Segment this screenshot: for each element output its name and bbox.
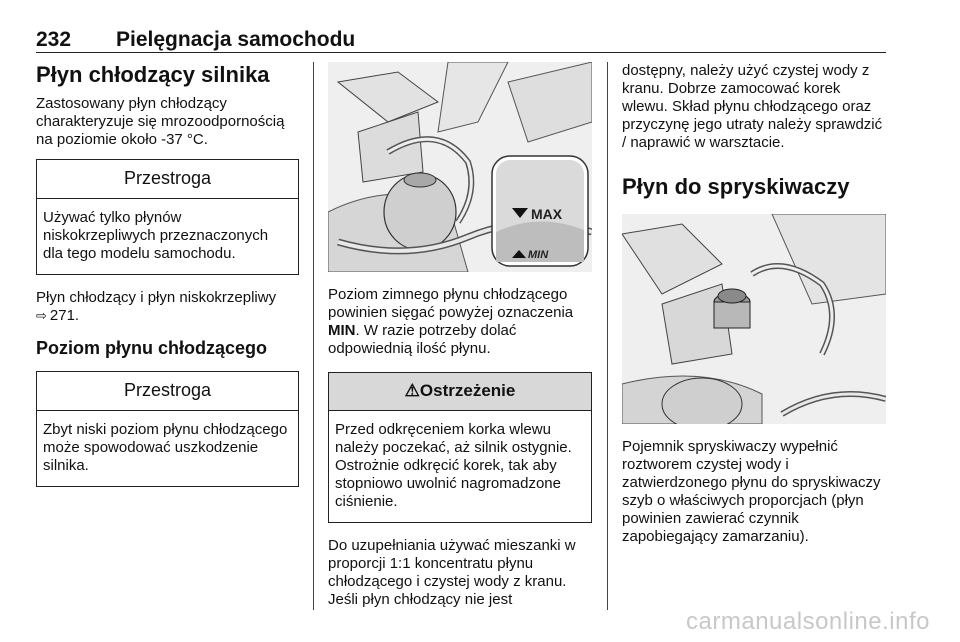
caution-title: Przestroga bbox=[37, 160, 298, 199]
section-heading-washer: Płyn do spryskiwaczy bbox=[622, 174, 850, 199]
warning-body: Przed odkręceniem korka wlewu należy poczekać, aż silnik ostygnie. Ostrożnie odkręcić korek, tak aby stopniowo uwolnić nagromadzone ciśnienie. bbox=[335, 421, 572, 510]
column-2 bbox=[328, 62, 592, 619]
caution-box-2 bbox=[36, 371, 299, 487]
caution-body: Używać tylko płynów niskokrzepliwych przeznaczonych dla tego modelu samochodu. bbox=[43, 209, 269, 262]
coolant-reference bbox=[36, 289, 299, 325]
chapter-title: Pielęgnacja samochodu bbox=[116, 28, 356, 51]
warning-box bbox=[328, 372, 592, 523]
coolant-level-caption: Poziom zimnego płynu chłodzącego powinien sięgać powyżej oznaczenia MIN. W razie potrzeby dolać odpowiednią ilość płynu. bbox=[328, 286, 574, 357]
column-3 bbox=[622, 62, 886, 556]
subheading-coolant-level: Poziom płynu chłodzącego bbox=[36, 338, 268, 358]
page-header bbox=[36, 26, 886, 53]
coolant-mix-text: Do uzupełniania używać mieszanki w proporcji 1:1 koncentratu płynu chłodzącego i czystej wody z kranu. Jeśli płyn chłodzący nie jest bbox=[328, 537, 576, 608]
warning-title: ⚠Ostrzeżenie bbox=[329, 373, 591, 411]
column-divider-2 bbox=[607, 62, 608, 610]
warning-triangle-icon: ⚠ bbox=[404, 381, 420, 400]
section-heading-coolant: Płyn chłodzący silnika bbox=[36, 62, 270, 87]
washer-reservoir-image bbox=[622, 214, 886, 424]
coolant-intro: Zastosowany płyn chłodzący charakteryzuje się mrozoodpornością na poziomie około -37 °C. bbox=[36, 95, 285, 148]
caution-box-1 bbox=[36, 159, 299, 275]
page-number: 232 bbox=[36, 28, 72, 51]
max-mark-label: MAX bbox=[531, 206, 563, 222]
column-divider-1 bbox=[313, 62, 314, 610]
caution-body: Zbyt niski poziom płynu chłodzącego może spowodować uszkodzenie silnika. bbox=[43, 421, 288, 474]
min-mark-label: MIN bbox=[528, 249, 549, 261]
caution-title: Przestroga bbox=[37, 372, 298, 411]
watermark: carmanualsonline.info bbox=[686, 608, 930, 635]
washer-fill-text: Pojemnik spryskiwaczy wypełnić roztworem czystej wody i zatwierdzonego płynu do spryskiwaczy szyb o właściwych proporcjach (płyn powinien zawierać czynnik zapobiegający zamarzaniu). bbox=[622, 438, 881, 545]
coolant-reservoir-image bbox=[328, 62, 592, 272]
reference-page-link[interactable]: 271. bbox=[49, 307, 80, 324]
coolant-continued-text: dostępny, należy użyć czystej wody z kranu. Dobrze zamocować korek wlewu. Skład płynu chłodzącego oraz przyczynę jego utraty należy sprawdzić / naprawić w warsztacie. bbox=[622, 62, 883, 151]
reference-text: Płyn chłodzący i płyn niskokrzepliwy bbox=[36, 289, 277, 306]
page-reference-icon: ⇨ bbox=[36, 308, 47, 323]
column-1 bbox=[36, 62, 299, 501]
